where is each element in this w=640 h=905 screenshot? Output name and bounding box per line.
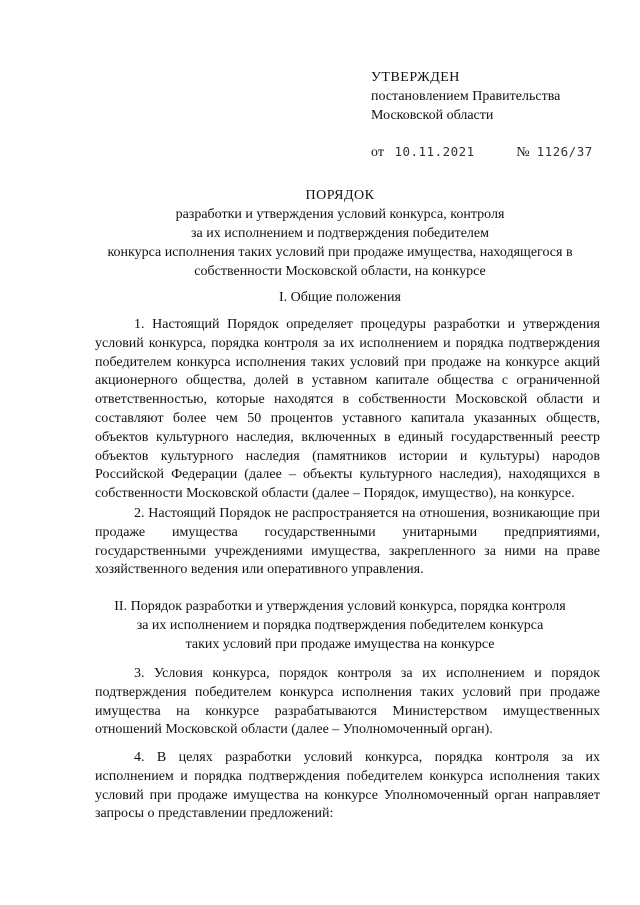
approval-number: 1126/37 (536, 144, 593, 159)
title-line: разработки и утверждения условий конкурса, контроля (175, 207, 505, 222)
document-title (80, 186, 600, 281)
approval-stamp (371, 68, 560, 125)
title-line: за их исполнением и подтверждения победителем (191, 226, 489, 241)
approval-date: 10.11.2021 (394, 144, 475, 159)
section-2-heading (80, 597, 600, 654)
title-line: конкурса исполнения таких условий при продаже имущества, находящегося в (107, 245, 573, 260)
section-2-heading-line: за их исполнением и порядка подтверждения победителем конкурса (136, 618, 544, 633)
paragraph-3: 3. Условия конкурса, порядок контроля за их исполнением и порядок подтверждения победителем конкурса исполнения таких условий при продаже имущества на конкурсе разрабатываются Министерством имущественных отношений Московской области (далее – Уполномоченный орган). (95, 666, 600, 738)
number-label: № (516, 145, 530, 160)
approval-line-1: постановлением Правительства (371, 89, 561, 104)
approval-heading: УТВЕРЖДЕН (371, 70, 460, 85)
paragraph-1: 1. Настоящий Порядок определяет процедуры разработки и утверждения условий конкурса, порядка контроля за их исполнением и порядка подтверждения победителем конкурса исполнения таких условий при продаже на конкурсе акций акционерного общества, долей в уставном капитале общества с ограниченной ответственностью, которые находятся в собственности Московской области и составляют более чем 50 процентов уставного капитала указанных обществ, объектов культурного наследия, включенных в единый государственный реестр объектов культурного наследия (памятников истории и культуры) народов Российской Федерации (далее – объекты культурного наследия), находящихся в собственности Московской области (далее – Порядок, имущество), на конкурсе. (95, 317, 600, 502)
section-2-heading-line: II. Порядок разработки и утверждения условий конкурса, порядка контроля (114, 599, 566, 614)
section-2-heading-line: таких условий при продаже имущества на конкурсе (185, 637, 495, 652)
paragraph-2: 2. Настоящий Порядок не распространяется на отношения, возникающие при продаже имущества государственными унитарными предприятиями, государственными учреждениями имущества, закрепленного за ними на праве хозяйственного ведения или оперативного управления. (95, 506, 600, 578)
from-label: от (371, 145, 384, 160)
approval-line-2: Московской области (371, 108, 494, 123)
section-1-heading: I. Общие положения (279, 290, 401, 305)
title-line: собственности Московской области, на конкурсе (194, 264, 486, 279)
title-heading: ПОРЯДОК (305, 188, 375, 203)
approval-date-number (371, 143, 593, 162)
paragraph-4: 4. В целях разработки условий конкурса, порядка контроля за их исполнением и порядка подтверждения победителем конкурса исполнения таких условий при продаже имущества на конкурсе Уполномоченный орган направляет запросы о представлении предложений: (95, 750, 600, 822)
